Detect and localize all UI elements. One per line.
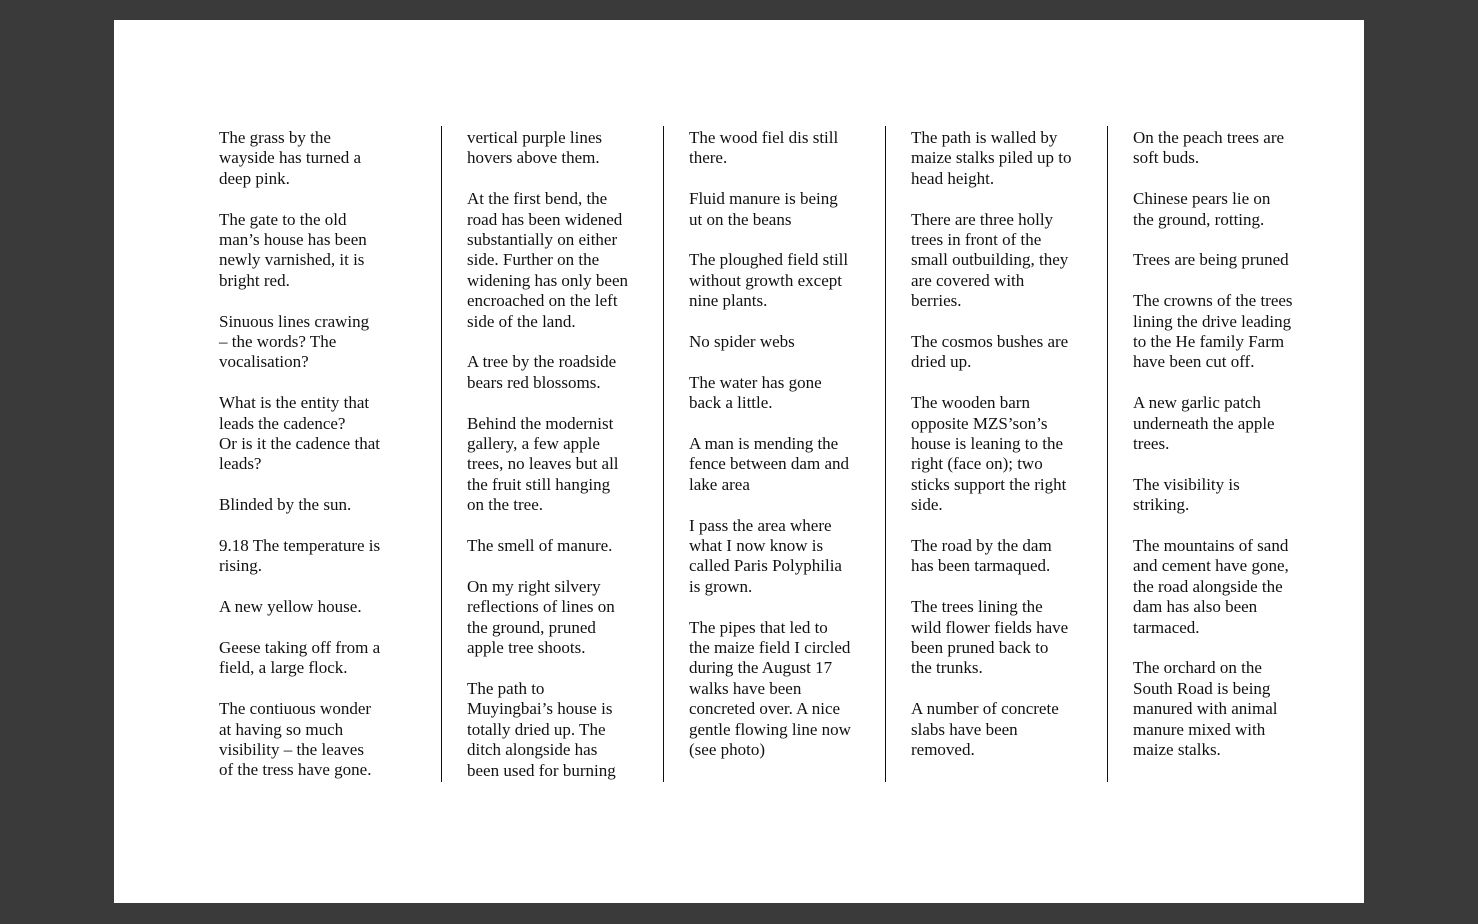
paragraph: The smell of manure.	[467, 536, 613, 556]
paragraph: The path to Muyingbai’s house is totally dried up. The ditch alongside has been used for burning	[467, 678, 616, 780]
paragraph: The orchard on the South Road is being manured with animal manure mixed with maize stalks.	[1133, 658, 1278, 760]
text-columns	[219, 126, 1329, 782]
paragraph: vertical purple lines hovers above them.	[467, 128, 603, 168]
paragraph: The pipes that led to the maize field I circled during the August 17 walks have been concreted over. A nice gentle flowing line now (see photo)	[689, 617, 851, 760]
text-column-4	[885, 126, 1107, 782]
paragraph: The crowns of the trees lining the drive leading to the He family Farm have been cut off.	[1133, 291, 1293, 372]
paragraph: The wood fiel dis still there.	[689, 128, 839, 168]
paragraph: The water has gone back a little.	[689, 372, 822, 413]
text-column-5	[1107, 126, 1329, 782]
paragraph: Blinded by the sun.	[219, 495, 352, 515]
paragraph: A new yellow house.	[219, 597, 362, 617]
paragraph: Trees are being pruned	[1133, 250, 1289, 270]
text-column-1	[219, 126, 441, 782]
paragraph: On the peach trees are soft buds.	[1133, 128, 1285, 168]
paragraph: The path is walled by maize stalks piled up to head height.	[911, 128, 1072, 188]
paragraph: The mountains of sand and cement have gone, the road alongside the dam has also been tarmaced.	[1133, 536, 1289, 637]
paragraph: Chinese pears lie on the ground, rotting.	[1133, 189, 1271, 229]
paragraph: What is the entity that leads the cadence? Or is it the cadence that leads?	[219, 393, 380, 474]
paragraph: No spider webs	[689, 332, 795, 352]
paragraph: Fluid manure is being ut on the beans	[689, 189, 838, 229]
paragraph: The contiuous wonder at having so much visibility – the leaves of the tress have gone.	[219, 699, 372, 780]
paragraph: The wooden barn opposite MZS’son’s house is leaning to the right (face on); two sticks support the right side.	[911, 393, 1067, 515]
text-column-3	[663, 126, 885, 782]
paragraph: 9.18 The temperature is rising.	[219, 536, 381, 576]
paragraph: On my right silvery reflections of lines on the ground, pruned apple tree shoots.	[467, 576, 615, 658]
paragraph: There are three holly trees in front of the small outbuilding, they are covered with berries.	[911, 209, 1069, 311]
paragraph: The cosmos bushes are dried up.	[911, 332, 1069, 372]
paragraph: I pass the area where what I now know is called Paris Polyphilia is grown.	[689, 515, 842, 596]
paragraph: The visibility is striking.	[1133, 474, 1240, 515]
paragraph: At the first bend, the road has been widened substantially on either side. Further on the widening has only been encroached on the left side of the land.	[467, 189, 628, 331]
paragraph: Sinuous lines crawing – the words? The vocalisation?	[219, 311, 370, 372]
paragraph: The grass by the wayside has turned a deep pink.	[219, 128, 362, 188]
paragraph: The gate to the old man’s house has been newly varnished, it is bright red.	[219, 209, 367, 290]
text-column-2	[441, 126, 663, 782]
paragraph: The ploughed field still without growth except nine plants.	[689, 250, 849, 311]
paragraph: A tree by the roadside bears red blossoms.	[467, 352, 617, 392]
paragraph: A man is mending the fence between dam and lake area	[689, 434, 849, 494]
paragraph: The trees lining the wild flower fields have been pruned back to the trunks.	[911, 597, 1069, 678]
paragraph: Behind the modernist gallery, a few apple trees, no leaves but all the fruit still hanging on the tree.	[467, 413, 619, 515]
document-page	[114, 20, 1364, 903]
paragraph: A number of concrete slabs have been removed.	[911, 699, 1059, 760]
paragraph: The road by the dam has been tarmaqued.	[911, 536, 1052, 576]
paragraph: Geese taking off from a field, a large flock.	[219, 638, 381, 678]
paragraph: A new garlic patch underneath the apple trees.	[1133, 393, 1275, 454]
